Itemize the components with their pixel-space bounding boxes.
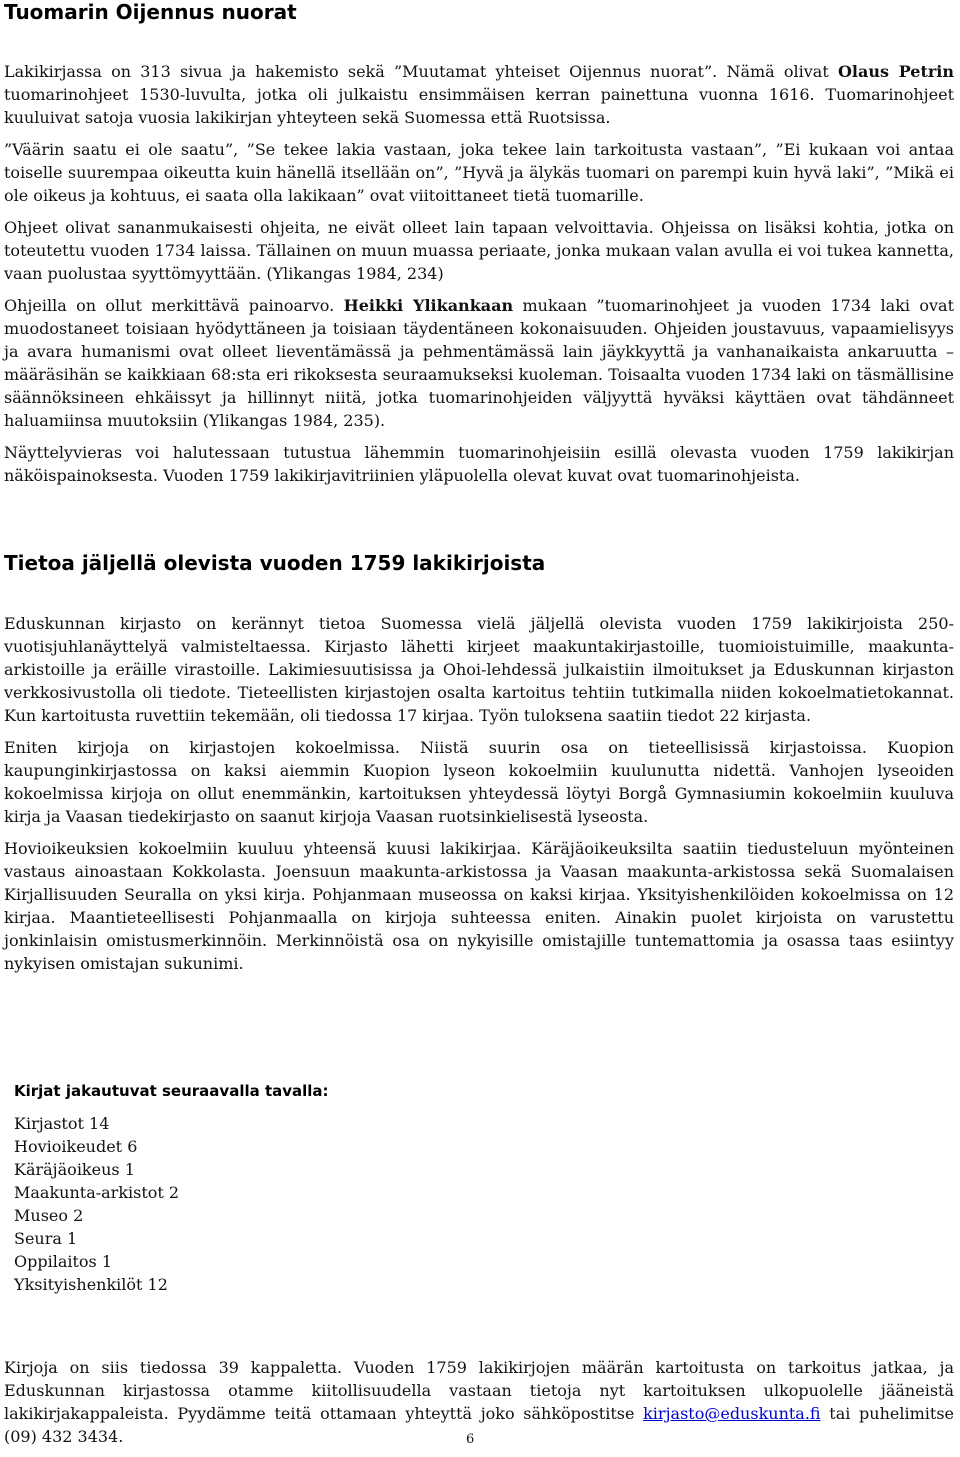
paragraph-text: mukaan ”tuomarinohjeet ja vuoden 1734 laki ovat muodostaneet toisiaan hyödyttäneen ja toisiaan täydentäneen kokonaisuuden. Ohjeiden joustavuus, vapaamielisyys ja avara humanismi ovat olleet lieventämässä ja pehmentämässä lain jäykkyyttä ja vanhanaikaista ankaruutta – määräsihän se kaikkiaan 68:sta eri rikoksesta seuraamukseksi kuoleman. Toisaalta vuoden 1734 laki on täsmällisine säännöksineen ehkäissyt ja hillinnyt niitä, jotka tuomarinohjeiden väljyyttä hyväksi käyttäen ovat tähdänneet haluamiinsa muutoksiin (Ylikangas 1984, 235). <box>4 296 955 430</box>
paragraph <box>4 294 954 432</box>
paragraph-text: Kirjoja on siis tiedossa 39 kappaletta. Vuoden 1759 lakikirjojen määrän kartoitusta on tarkoitus jatkaa, ja Eduskunnan kirjastossa otamme kiitollisuudella vastaan tietoja nyt kartoituksen ulkopuolelle jääneistä lakikirjakappaleista. Pyydämme teitä ottamaan yhteyttä joko sähköpostitse <box>4 1358 954 1423</box>
page-number: 6 <box>466 1432 475 1447</box>
paragraph-text: tuomarinohjeet 1530-luvulta, jotka oli julkaistu ensimmäisen kerran painettuna vuonna 1616. Tuomarinohjeet kuuluivat satoja vuosia lakikirjan yhteyteen sekä Suomessa että Ruotsissa. <box>4 85 954 127</box>
paragraph: Eduskunnan kirjasto on kerännyt tietoa Suomessa vielä jäljellä olevista vuoden 1759 lakikirjoista 250-vuotisjuhlanäyttelyä valmisteltaessa. Kirjasto lähetti kirjeet maakuntakirjastoille, tuomioistuimille, maakunta-arkistoille ja eräille virastoille. Lakimiesuutisissa ja Ohoi-lehdessä julkaistiin ilmoitukset ja Eduskunnan kirjaston verkkosivustolla oli tiedote. Tieteellisten kirjastojen osalta kartoitus tehtiin tutkimalla niiden kokoelmatietokannat. Kun kartoitusta ruvettiin tekemään, oli tiedossa 17 kirjaa. Työn tuloksena saatiin tiedot 22 kirjasta. <box>4 614 954 725</box>
list-item: Seura 1 <box>14 1229 78 1248</box>
list-item: Yksityishenkilöt 12 <box>14 1275 168 1294</box>
paragraph-text: tai puhelimitse (09) 432 3434. <box>4 1404 954 1446</box>
paragraph: Eniten kirjoja on kirjastojen kokoelmissa. Niistä suurin osa on tieteellisissä kirjastoissa. Kuopion kaupunginkirjastossa on kaksi aiemmin Kuopion lyseon kokoelmiin kuulunutta nidettä. Vanhojen lyseoiden kokoelmissa kirjoja on ollut enemmänkin, kartoituksen yhteydessä löytyi Borgå Gymnasiumin kokoelmiin kuuluva kirja ja Vaasan tiedekirjasto on saanut kirjoja Vaasan ruotsinkielisestä lyseosta. <box>4 738 954 826</box>
author-name: Heikki Ylikankaan <box>343 296 514 315</box>
section-title: Tuomarin Oijennus nuorat <box>4 0 297 24</box>
paragraph <box>4 60 954 129</box>
section-body <box>4 60 954 496</box>
author-name: Olaus Petrin <box>837 62 955 81</box>
quote-paragraph: ”Väärin saatu ei ole saatu”, ”Se tekee lakia vastaan, joka tekee lain tarkoitusta vastaan”, ”Ei kukaan voi antaa toiselle suurempaa oikeutta kuin hänellä itsellään on”, ”Hyvä ja älykäs tuomari on parempi kuin hyvä laki”, ”Mikä ei ole oikeus ja kohtuus, ei saata olla lakikaan” ovat viitoittaneet tietä tuomarille. <box>4 140 954 205</box>
list-item: Hovioikeudet 6 <box>14 1137 138 1156</box>
distribution-list <box>14 1112 179 1296</box>
closing-section <box>4 1356 954 1457</box>
list-item: Käräjäoikeus 1 <box>14 1160 135 1179</box>
paragraph-text: Lakikirjassa on 313 sivua ja hakemisto sekä ”Muutamat yhteiset Oijennus nuorat”. Nämä olivat <box>4 62 838 81</box>
email-link[interactable]: kirjasto@eduskunta.fi <box>643 1404 821 1423</box>
paragraph-text: Ohjeilla on ollut merkittävä painoarvo. <box>4 296 344 315</box>
list-item: Oppilaitos 1 <box>14 1252 113 1271</box>
list-item: Museo 2 <box>14 1206 84 1225</box>
paragraph <box>4 1356 954 1448</box>
paragraph: Ohjeet olivat sananmukaisesti ohjeita, ne eivät olleet lain tapaan velvoittavia. Ohjeissa on lisäksi kohtia, jotka on toteutettu vuoden 1734 laissa. Tällainen on muun muassa periaate, jonka mukaan valan avulla ei voi tukea kannetta, vaan puolustaa syyttömyyttään. (Ylikangas 1984, 234) <box>4 218 954 283</box>
list-title: Kirjat jakautuvat seuraavalla tavalla: <box>14 1082 329 1100</box>
paragraph: Näyttelyvieras voi halutessaan tutustua lähemmin tuomarinohjeisiin esillä olevasta vuoden 1759 lakikirjan näköispainoksesta. Vuoden 1759 lakikirjavitriinien yläpuolella olevat kuvat ovat tuomarinohjeista. <box>4 443 954 485</box>
list-item: Maakunta-arkistot 2 <box>14 1183 180 1202</box>
list-item: Kirjastot 14 <box>14 1114 110 1133</box>
section-body <box>4 612 954 984</box>
paragraph: Hovioikeuksien kokoelmiin kuuluu yhteensä kuusi lakikirjaa. Käräjäoikeuksilta saatiin tiedusteluun myönteinen vastaus ainoastaan Kokkolasta. Joensuun maakunta-arkistossa ja Vaasan maakunta-arkistossa sekä Suomalaisen Kirjallisuuden Seuralla on yksi kirja. Pohjanmaan museossa on kaksi kirjaa. Yksityishenkilöiden kokoelmissa on 12 kirjaa. Maantieteellisesti Pohjanmaalla on kirjoja suhteessa eniten. Ainakin puolet kirjoista on varustettu jonkinlaisin omistusmerkinnöin. Merkinnöistä osa on nykyisille omistajille tuntemattomia ja osassa taas esiintyy nykyisen omistajan sukunimi. <box>4 839 954 973</box>
section-title: Tietoa jäljellä olevista vuoden 1759 lakikirjoista <box>4 551 546 575</box>
